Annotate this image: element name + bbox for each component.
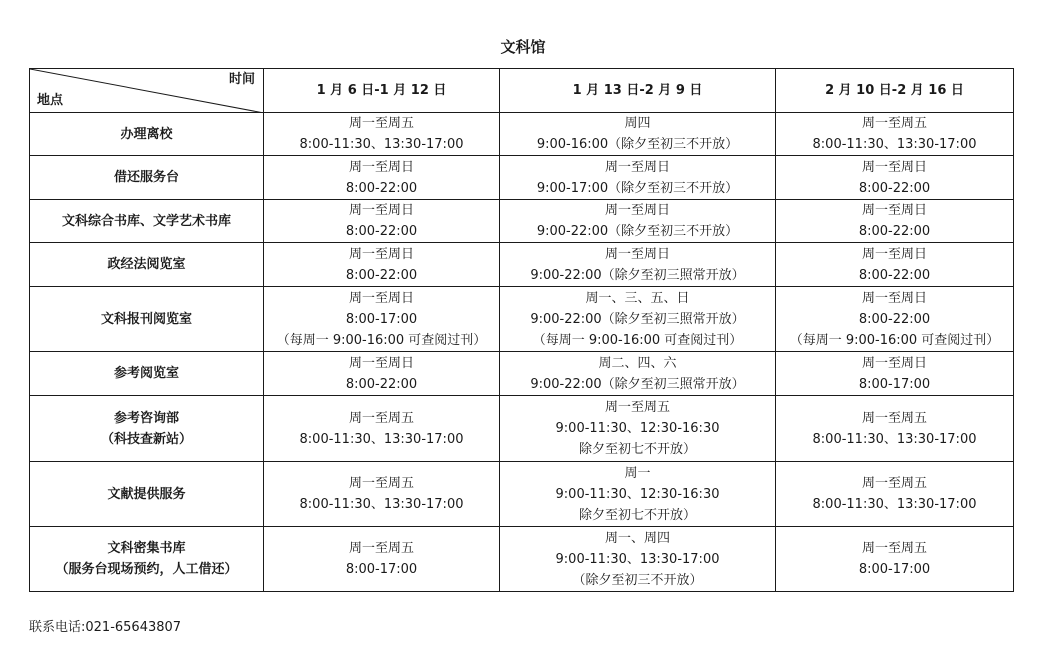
hours-text-line: 除夕至初七不开放） <box>578 442 696 457</box>
location-cell <box>30 287 264 352</box>
table-row <box>30 396 1014 462</box>
hours-text-line: 周一、周四 <box>604 530 670 546</box>
hours-text-line: （每周一 9:00-16:00 可查阅过刊） <box>789 332 1000 348</box>
location-name-line: 借还服务台 <box>113 170 179 185</box>
hours-cell <box>500 113 776 156</box>
location-cell <box>30 113 264 156</box>
table-row <box>30 352 1014 396</box>
hours-text-line: （每周一 9:00-16:00 可查阅过刊） <box>276 332 487 348</box>
hours-text-line: 8:00-22:00 <box>858 267 931 283</box>
location-cell <box>30 527 264 592</box>
hours-cell <box>264 352 500 396</box>
location-cell <box>30 352 264 396</box>
hours-text-line: 8:00-11:30、13:30-17:00 <box>299 431 464 447</box>
hours-text-line: 周一至周五 <box>348 410 414 426</box>
table-row <box>30 287 1014 352</box>
hours-text-line: 周一至周日 <box>861 159 927 175</box>
hours-text-line: 8:00-17:00 <box>345 311 418 327</box>
corner-time-label: 时间 <box>228 72 255 87</box>
hours-text-line: 9:00-22:00（除夕至初三不开放） <box>536 224 739 239</box>
hours-cell <box>264 156 500 200</box>
hours-text-line: 周一至周五 <box>604 400 670 415</box>
location-cell <box>30 243 264 287</box>
column-header-period-3: 2 月 10 日-2 月 16 日 <box>776 69 1014 113</box>
hours-text-line: 周二、四、六 <box>598 355 677 371</box>
hours-cell <box>264 287 500 352</box>
location-cell <box>30 156 264 200</box>
table-row <box>30 156 1014 200</box>
location-name-line: （科技查新站） <box>100 431 192 447</box>
hours-cell <box>500 200 776 243</box>
hours-text-line: 8:00-11:30、13:30-17:00 <box>812 137 977 152</box>
hours-text-line: 周一至周日 <box>348 203 414 218</box>
hours-cell <box>264 113 500 156</box>
hours-text-line: （除夕至初三不开放） <box>572 572 703 588</box>
page-title: 文科馆 <box>500 38 546 56</box>
hours-text-line: 周一至周五 <box>861 410 927 426</box>
table-header-row <box>30 69 1014 113</box>
hours-cell <box>500 527 776 592</box>
hours-text-line: 周一至周日 <box>861 203 927 218</box>
hours-text-line: 8:00-17:00 <box>345 562 418 577</box>
hours-text-line: 8:00-11:30、13:30-17:00 <box>812 497 977 512</box>
hours-text-line: 8:00-22:00 <box>345 180 418 196</box>
location-name-line: 参考咨询部 <box>113 410 179 426</box>
hours-text-line: 8:00-11:30、13:30-17:00 <box>299 497 464 512</box>
location-name-line: 文科密集书库 <box>107 541 186 556</box>
hours-text-line: 周一至周日 <box>861 290 927 306</box>
hours-cell <box>776 462 1014 527</box>
hours-text-line: （每周一 9:00-16:00 可查阅过刊） <box>532 332 743 348</box>
table-row <box>30 200 1014 243</box>
hours-text-line: 9:00-11:30、12:30-16:30 <box>555 421 720 436</box>
hours-text-line: 8:00-22:00 <box>345 376 418 392</box>
hours-text-line: 周四 <box>624 116 651 131</box>
location-name-line: 参考阅览室 <box>113 366 179 381</box>
location-cell <box>30 462 264 527</box>
hours-cell <box>264 462 500 527</box>
column-header-period-1: 1 月 6 日-1 月 12 日 <box>264 69 500 113</box>
location-name-line: 文科报刊阅览室 <box>100 311 192 327</box>
location-cell <box>30 200 264 243</box>
hours-text-line: 9:00-16:00（除夕至初三不开放） <box>536 137 739 152</box>
hours-cell <box>264 396 500 462</box>
hours-cell <box>500 243 776 287</box>
hours-text-line: 周一、三、五、日 <box>585 290 690 306</box>
table-row <box>30 462 1014 527</box>
hours-cell <box>776 287 1014 352</box>
hours-text-line: 8:00-17:00 <box>858 376 931 392</box>
hours-text-line: 周一至周五 <box>861 541 927 556</box>
hours-cell <box>776 527 1014 592</box>
hours-cell <box>776 396 1014 462</box>
hours-cell <box>500 352 776 396</box>
hours-text-line: 周一至周日 <box>604 246 670 262</box>
table-row <box>30 527 1014 592</box>
hours-text-line: 周一至周五 <box>861 476 927 491</box>
hours-text-line: 周一至周日 <box>861 246 927 262</box>
hours-text-line: 周一至周五 <box>861 116 927 131</box>
hours-text-line: 周一至周日 <box>348 290 414 306</box>
hours-text-line: 9:00-22:00（除夕至初三照常开放） <box>530 376 745 392</box>
column-header-period-2: 1 月 13 日-2 月 9 日 <box>500 69 776 113</box>
table-row <box>30 113 1014 156</box>
hours-text-line: 周一至周五 <box>348 116 414 131</box>
hours-text-line: 除夕至初七不开放） <box>578 507 696 523</box>
hours-text-line: 9:00-22:00（除夕至初三照常开放） <box>530 311 745 327</box>
hours-cell <box>500 287 776 352</box>
hours-text-line: 周一至周日 <box>348 246 414 262</box>
header-corner-cell <box>30 69 264 113</box>
corner-place-label: 地点 <box>37 93 64 108</box>
location-name-line: 政经法阅览室 <box>107 257 186 272</box>
table-row <box>30 243 1014 287</box>
hours-cell <box>776 200 1014 243</box>
location-name-line: 文献提供服务 <box>107 486 186 502</box>
hours-text-line: 8:00-22:00 <box>345 224 418 239</box>
hours-text-line: 8:00-11:30、13:30-17:00 <box>299 137 464 152</box>
hours-text-line: 8:00-22:00 <box>858 311 931 327</box>
schedule-table <box>29 68 1014 592</box>
hours-cell <box>776 352 1014 396</box>
hours-text-line: 8:00-22:00 <box>858 180 931 196</box>
location-name-line: 文科综合书库、文学艺术书库 <box>61 213 231 229</box>
hours-text-line: 9:00-11:30、13:30-17:00 <box>555 551 720 567</box>
hours-cell <box>776 243 1014 287</box>
hours-text-line: 8:00-22:00 <box>858 224 931 239</box>
hours-cell <box>264 527 500 592</box>
hours-cell <box>264 243 500 287</box>
hours-text-line: 8:00-17:00 <box>858 562 931 577</box>
hours-cell <box>500 396 776 462</box>
hours-text-line: 9:00-17:00（除夕至初三不开放） <box>536 180 739 196</box>
hours-cell <box>776 156 1014 200</box>
hours-text-line: 8:00-22:00 <box>345 267 418 283</box>
location-name-line: 办理离校 <box>120 126 173 142</box>
hours-cell <box>264 200 500 243</box>
hours-text-line: 9:00-22:00（除夕至初三照常开放） <box>530 267 745 283</box>
hours-text-line: 周一至周日 <box>348 159 414 175</box>
location-name-line: （服务台现场预约，人工借还） <box>55 562 238 577</box>
hours-text-line: 8:00-11:30、13:30-17:00 <box>812 431 977 447</box>
hours-text-line: 周一至周日 <box>348 355 414 371</box>
hours-cell <box>776 113 1014 156</box>
hours-text-line: 周一至周日 <box>604 203 670 218</box>
hours-text-line: 周一至周日 <box>604 159 670 175</box>
location-cell <box>30 396 264 462</box>
hours-text-line: 9:00-11:30、12:30-16:30 <box>555 486 720 502</box>
hours-text-line: 周一 <box>624 465 651 481</box>
hours-text-line: 周一至周五 <box>348 476 414 491</box>
hours-cell <box>500 462 776 527</box>
contact-phone: 联系电话:021-65643807 <box>29 620 182 635</box>
hours-text-line: 周一至周日 <box>861 355 927 371</box>
hours-text-line: 周一至周五 <box>348 541 414 556</box>
hours-cell <box>500 156 776 200</box>
